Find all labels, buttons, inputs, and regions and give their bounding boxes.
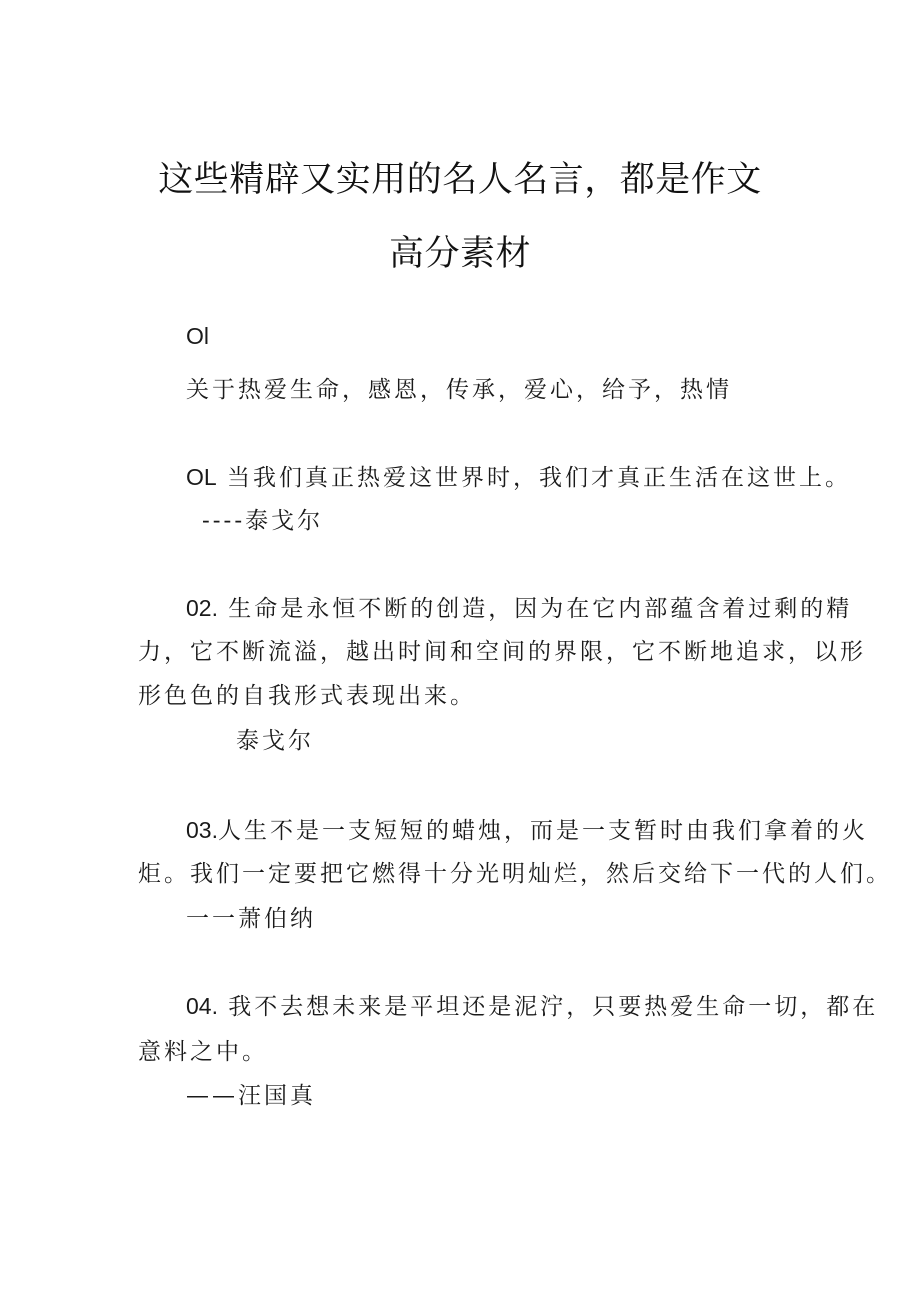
quote-4-number: 04. (186, 993, 218, 1019)
quote-3-line-1 (186, 814, 868, 847)
quote-4-line-2: 意料之中。 (138, 1039, 268, 1065)
quote-3-author: 一一萧伯纳 (186, 906, 316, 932)
quote-2-line-3: 形色色的自我形式表现出来。 (138, 683, 476, 709)
quote-4-author: ——汪国真 (186, 1083, 316, 1109)
quote-2-author: 泰戈尔 (236, 728, 314, 754)
quote-2-number: 02. (186, 595, 218, 621)
quote-1-text: 当我们真正热爱这世界时，我们才真正生活在这世上。 (227, 465, 851, 491)
quote-4-line-1 (186, 990, 878, 1023)
quote-1-line-1 (186, 461, 851, 494)
quote-2-line-2: 力，它不断流溢，越出时间和空间的界限，它不断地追求，以形 (138, 639, 866, 665)
quote-2-text-1: 生命是永恒不断的创造，因为在它内部蕴含着过剩的精 (228, 596, 853, 622)
quote-2-line-1 (186, 592, 852, 625)
quote-3-text-1: 人生不是一支短短的蜡烛，而是一支暂时由我们拿着的火 (217, 818, 868, 844)
quote-4-text-1: 我不去想未来是平坦还是泥泞，只要热爱生命一切，都在 (228, 994, 879, 1020)
document-title-line-1: 这些精辟又实用的名人名言，都是作文 (158, 160, 762, 200)
section-topics: 关于热爱生命，感恩，传承，爱心，给予，热情 (186, 377, 732, 403)
quote-3-number: 03. (186, 817, 218, 843)
document-title-line-2: 高分素材 (388, 234, 531, 274)
quote-1-author: ----泰戈尔 (202, 508, 324, 534)
quote-1-number: OL (186, 464, 217, 490)
section-number: Ol (186, 323, 209, 349)
quote-3-line-2: 炬。我们一定要把它燃得十分光明灿烂，然后交给下一代的人们。 (138, 861, 892, 887)
